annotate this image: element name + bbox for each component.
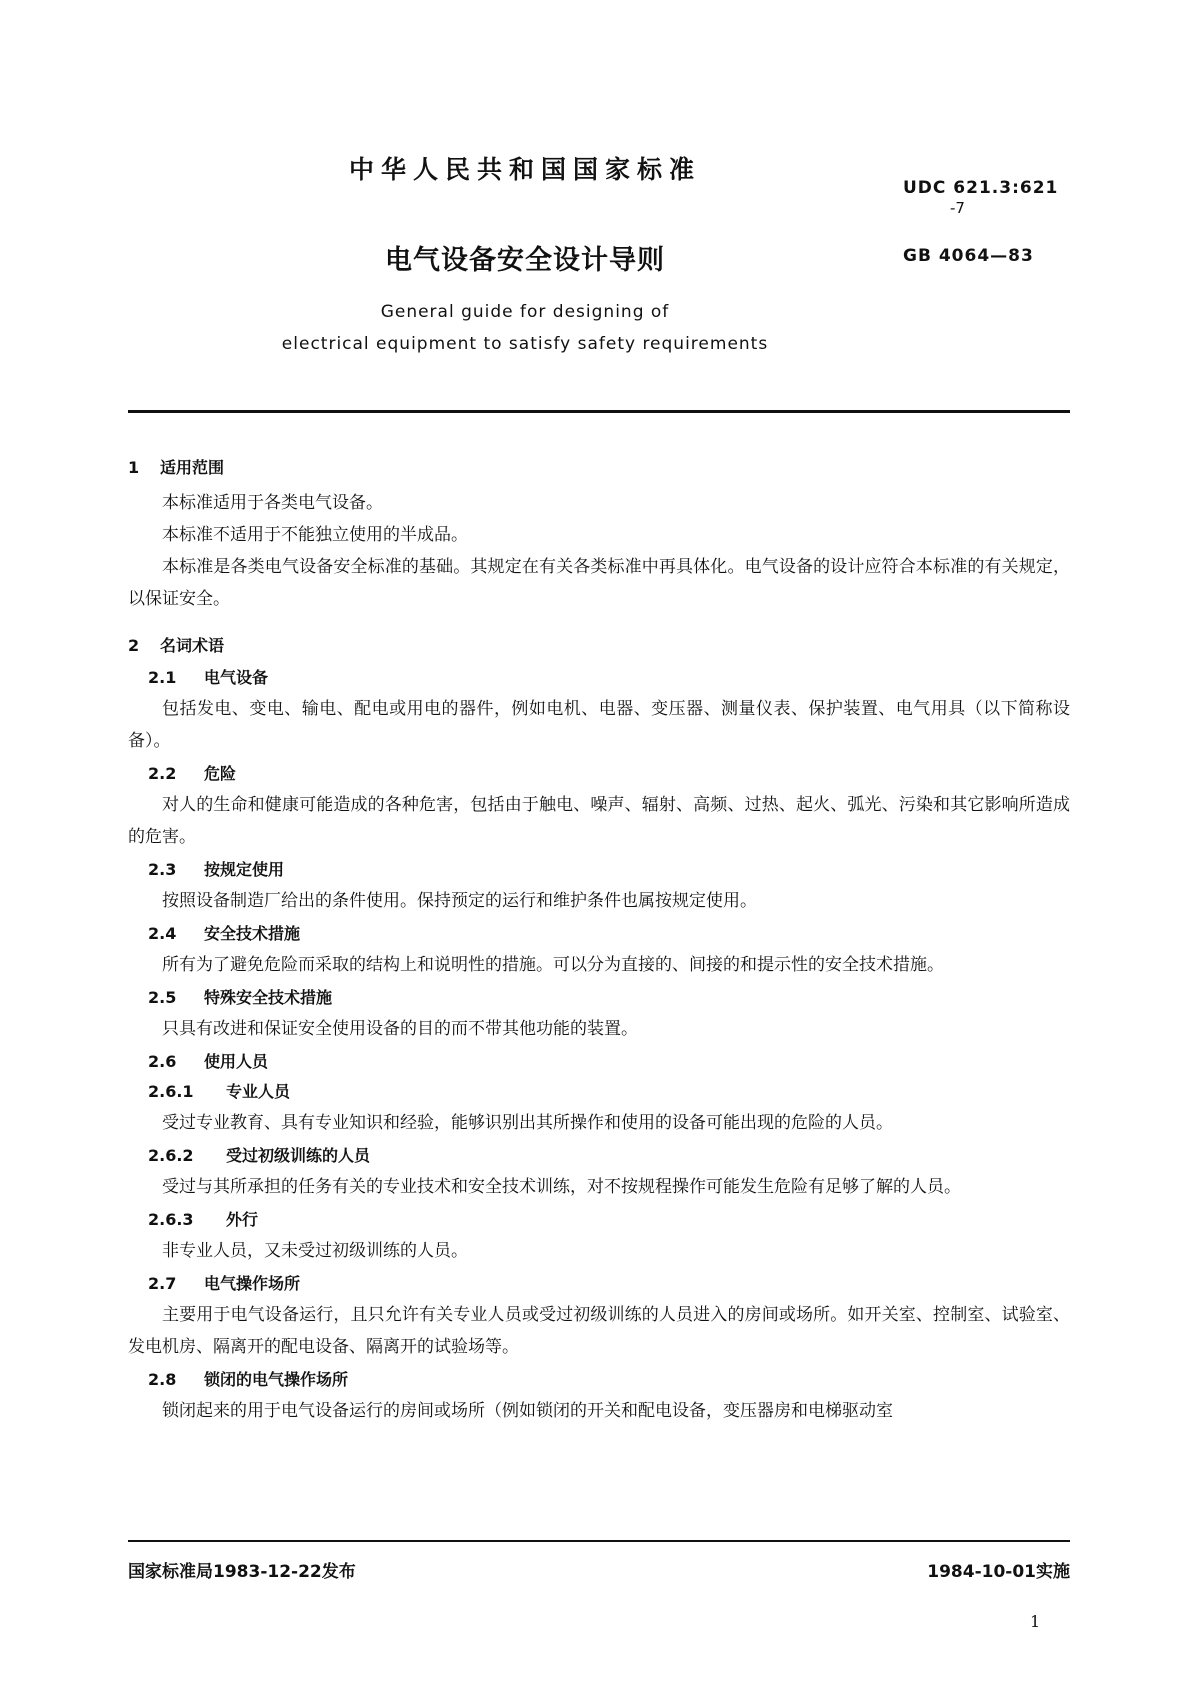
subsection-2-6-3-heading bbox=[148, 1207, 1070, 1233]
subsection-2-4-heading bbox=[148, 921, 1070, 947]
subsection-number: 2.3 bbox=[148, 860, 177, 879]
subsection-number: 2.2 bbox=[148, 764, 177, 783]
udc-code: UDC 621.3:621 bbox=[903, 178, 1059, 198]
subsection-2-6-2-heading bbox=[148, 1143, 1070, 1169]
english-title-line-1: General guide for designing of bbox=[380, 302, 670, 322]
paragraph: 对人的生命和健康可能造成的各种危害，包括由于触电、噪声、辐射、高频、过热、起火、弧光、污染和其它影响所造成的危害。 bbox=[128, 795, 1070, 847]
document-body bbox=[128, 455, 1070, 1427]
header-divider bbox=[128, 410, 1070, 413]
page-number: 1 bbox=[1030, 1612, 1041, 1631]
footer-divider bbox=[128, 1540, 1070, 1542]
subsection-number: 2.5 bbox=[148, 988, 177, 1007]
gb-standard-number: GB 4064—83 bbox=[903, 246, 1034, 266]
english-title-line-2: electrical equipment to satisfy safety requirements bbox=[281, 334, 769, 354]
subsection-title: 受过初级训练的人员 bbox=[226, 1146, 371, 1165]
subsection-2-6-heading bbox=[148, 1049, 1070, 1075]
paragraph: 包括发电、变电、输电、配电或用电的器件，例如电机、电器、变压器、测量仪表、保护装置、电气用具（以下简称设备）。 bbox=[128, 699, 1070, 751]
paragraph: 按照设备制造厂给出的条件使用。保持预定的运行和维护条件也属按规定使用。 bbox=[162, 891, 757, 911]
subsection-title: 电气设备 bbox=[204, 668, 269, 687]
subsection-title: 按规定使用 bbox=[204, 860, 285, 879]
paragraph: 只具有改进和保证安全使用设备的目的而不带其他功能的装置。 bbox=[162, 1019, 638, 1039]
subsection-title: 电气操作场所 bbox=[204, 1274, 301, 1293]
subsection-2-7-heading bbox=[148, 1271, 1070, 1297]
udc-code-continuation: -7 bbox=[950, 199, 965, 217]
paragraph: 受过专业教育、具有专业知识和经验，能够识别出其所操作和使用的设备可能出现的危险的人员。 bbox=[162, 1113, 893, 1133]
subsection-2-3-heading bbox=[148, 857, 1070, 883]
section-title: 名词术语 bbox=[160, 636, 225, 655]
paragraph: 主要用于电气设备运行，且只允许有关专业人员或受过初级训练的人员进入的房间或场所。如开关室、控制室、试验室、发电机房、隔离开的配电设备、隔离开的试验场等。 bbox=[128, 1305, 1070, 1357]
subsection-number: 2.1 bbox=[148, 668, 177, 687]
subsection-title: 特殊安全技术措施 bbox=[204, 988, 333, 1007]
subsection-2-5-heading bbox=[148, 985, 1070, 1011]
subsection-title: 安全技术措施 bbox=[204, 924, 301, 943]
subsection-number: 2.6 bbox=[148, 1052, 177, 1071]
subsection-number: 2.8 bbox=[148, 1370, 177, 1389]
subsection-title: 外行 bbox=[226, 1210, 259, 1229]
document-title: 电气设备安全设计导则 bbox=[385, 245, 665, 276]
paragraph: 本标准是各类电气设备安全标准的基础。其规定在有关各类标准中再具体化。电气设备的设计应符合本标准的有关规定，以保证安全。 bbox=[128, 557, 1070, 609]
section-number: 2 bbox=[128, 636, 140, 655]
subsection-title: 专业人员 bbox=[226, 1082, 291, 1101]
effective-date-statement: 1984-10-01实施 bbox=[927, 1562, 1070, 1582]
subsection-2-6-1-heading bbox=[148, 1079, 1070, 1105]
paragraph: 非专业人员，又未受过初级训练的人员。 bbox=[162, 1241, 468, 1261]
subsection-number: 2.6.2 bbox=[148, 1146, 194, 1165]
section-number: 1 bbox=[128, 458, 140, 477]
paragraph: 所有为了避免危险而采取的结构上和说明性的措施。可以分为直接的、间接的和提示性的安全技术措施。 bbox=[162, 955, 944, 975]
subsection-title: 使用人员 bbox=[204, 1052, 269, 1071]
section-1-heading bbox=[128, 455, 1070, 481]
subsection-2-8-heading bbox=[148, 1367, 1070, 1393]
subsection-number: 2.6.3 bbox=[148, 1210, 194, 1229]
section-2-heading bbox=[128, 633, 1070, 659]
paragraph: 受过与其所承担的任务有关的专业技术和安全技术训练，对不按规程操作可能发生危险有足够了解的人员。 bbox=[162, 1177, 961, 1197]
paragraph: 本标准不适用于不能独立使用的半成品。 bbox=[162, 525, 468, 545]
subsection-2-1-heading bbox=[148, 665, 1070, 691]
subsection-2-2-heading bbox=[148, 761, 1070, 787]
section-title: 适用范围 bbox=[160, 458, 225, 477]
subsection-title: 锁闭的电气操作场所 bbox=[204, 1370, 349, 1389]
subsection-number: 2.7 bbox=[148, 1274, 177, 1293]
subsection-title: 危险 bbox=[204, 764, 237, 783]
paragraph: 锁闭起来的用于电气设备运行的房间或场所（例如锁闭的开关和配电设备，变压器房和电梯驱动室 bbox=[162, 1401, 893, 1421]
paragraph: 本标准适用于各类电气设备。 bbox=[162, 493, 383, 513]
subsection-number: 2.6.1 bbox=[148, 1082, 194, 1101]
subsection-number: 2.4 bbox=[148, 924, 177, 943]
national-standard-heading: 中华人民共和国国家标准 bbox=[348, 155, 701, 184]
issue-statement: 国家标准局1983-12-22发布 bbox=[128, 1562, 356, 1582]
